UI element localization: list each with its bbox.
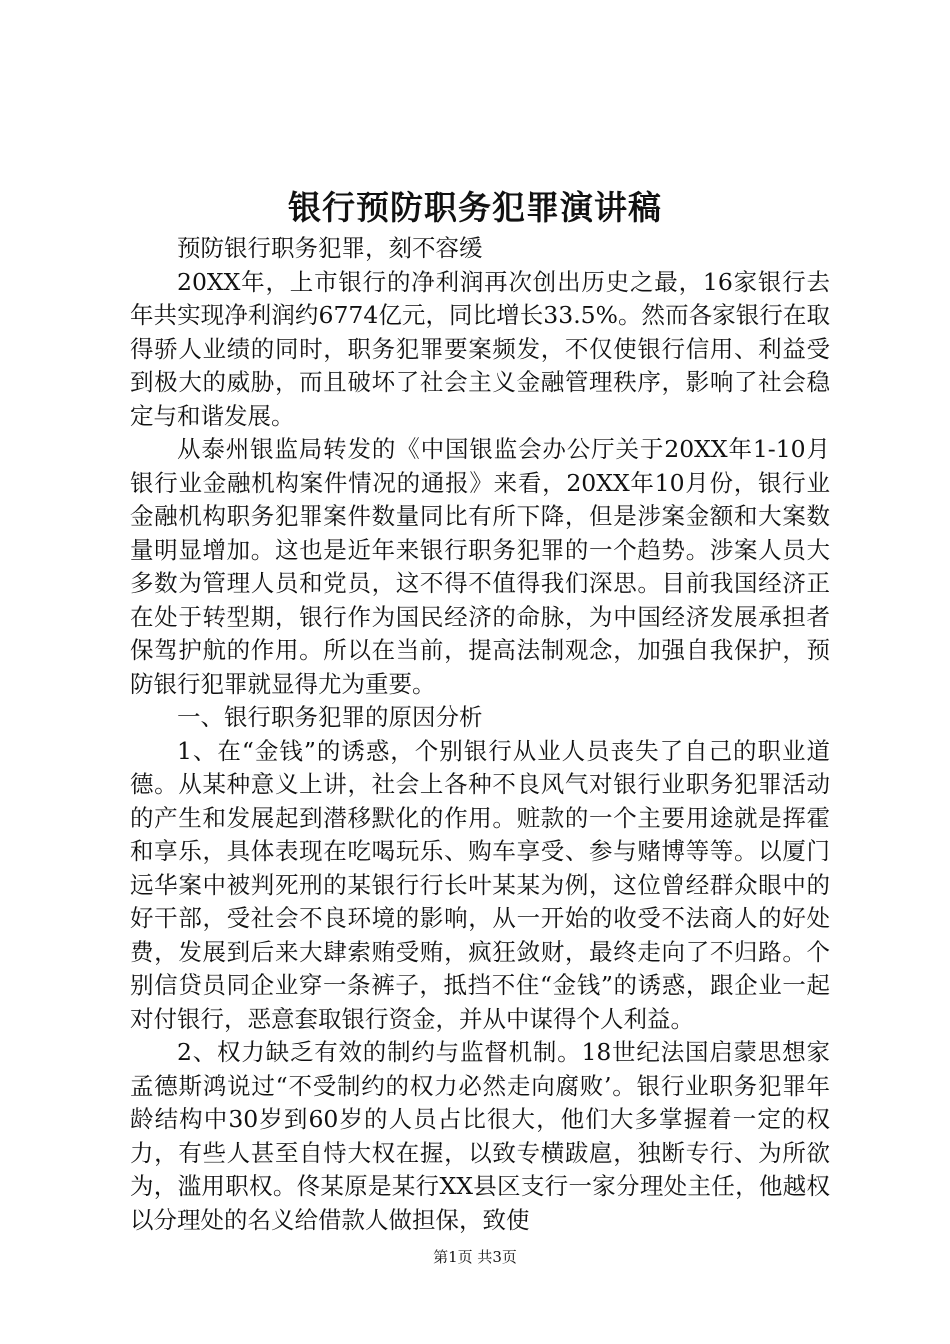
document-body [130,232,830,1237]
body-paragraph: 20XX年，上市银行的净利润再次创出历史之最，16家银行去年共实现净利润约6774亿元，同比增长33.5%。然而各家银行在取得骄人业绩的同时，职务犯罪要案频发，不仅使银行信用、利益受到极大的威胁，而且破坏了社会主义金融管理秩序，影响了社会稳定与和谐发展。 [130,267,830,430]
section-heading: 一、银行职务犯罪的原因分析 [177,703,483,731]
body-paragraph: 1、在“金钱”的诱惑，个别银行从业人员丧失了自己的职业道德。从某种意义上讲，社会上各种不良风气对银行业职务犯罪活动的产生和发展起到潜移默化的作用。赃款的一个主要用途就是挥霍和享乐，具体表现在吃喝玩乐、购车享受、参与赌博等等。以厦门远华案中被判死刑的某银行行长叶某某为例，这位曾经群众眼中的好干部，受社会不良环境的影响，从一开始的收受不法商人的好处费，发展到后来大肆索贿受贿，疯狂敛财，最终走向了不归路。个别信贷员同企业穿一条裤子，抵挡不住“金钱”的诱惑，跟企业一起对付银行，恶意套取银行资金，并从中谋得个人利益。 [130,736,830,1033]
page-number-footer: 第1页 共3页 [433,1248,517,1266]
body-paragraph: 2、权力缺乏有效的制约与监督机制。18世纪法国启蒙思想家孟德斯鸿说过“不受制约的权力必然走向腐败’。银行业职务犯罪年龄结构中30岁到60岁的人员占比很大，他们大多掌握着一定的权力，有些人甚至自恃大权在握，以致专横跋扈，独断专行、为所欲为，滥用职权。佟某原是某行XX县区支行一家分理处主任，他越权以分理处的名义给借款人做担保，致使 [130,1038,830,1234]
document-title: 银行预防职务犯罪演讲稿 [288,188,662,227]
subtitle-paragraph: 预防银行职务犯罪，刻不容缓 [177,234,483,262]
body-paragraph: 从泰州银监局转发的《中国银监会办公厅关于20XX年1-10月银行业金融机构案件情况的通报》来看，20XX年10月份，银行业金融机构职务犯罪案件数量同比有所下降，但是涉案金额和大案数量明显增加。这也是近年来银行职务犯罪的一个趋势。涉案人员大多数为管理人员和党员，这不得不值得我们深思。目前我国经济正在处于转型期，银行作为国民经济的命脉，为中国经济发展承担者保驾护航的作用。所以在当前，提高法制观念，加强自我保护，预防银行犯罪就显得尤为重要。 [130,435,830,698]
